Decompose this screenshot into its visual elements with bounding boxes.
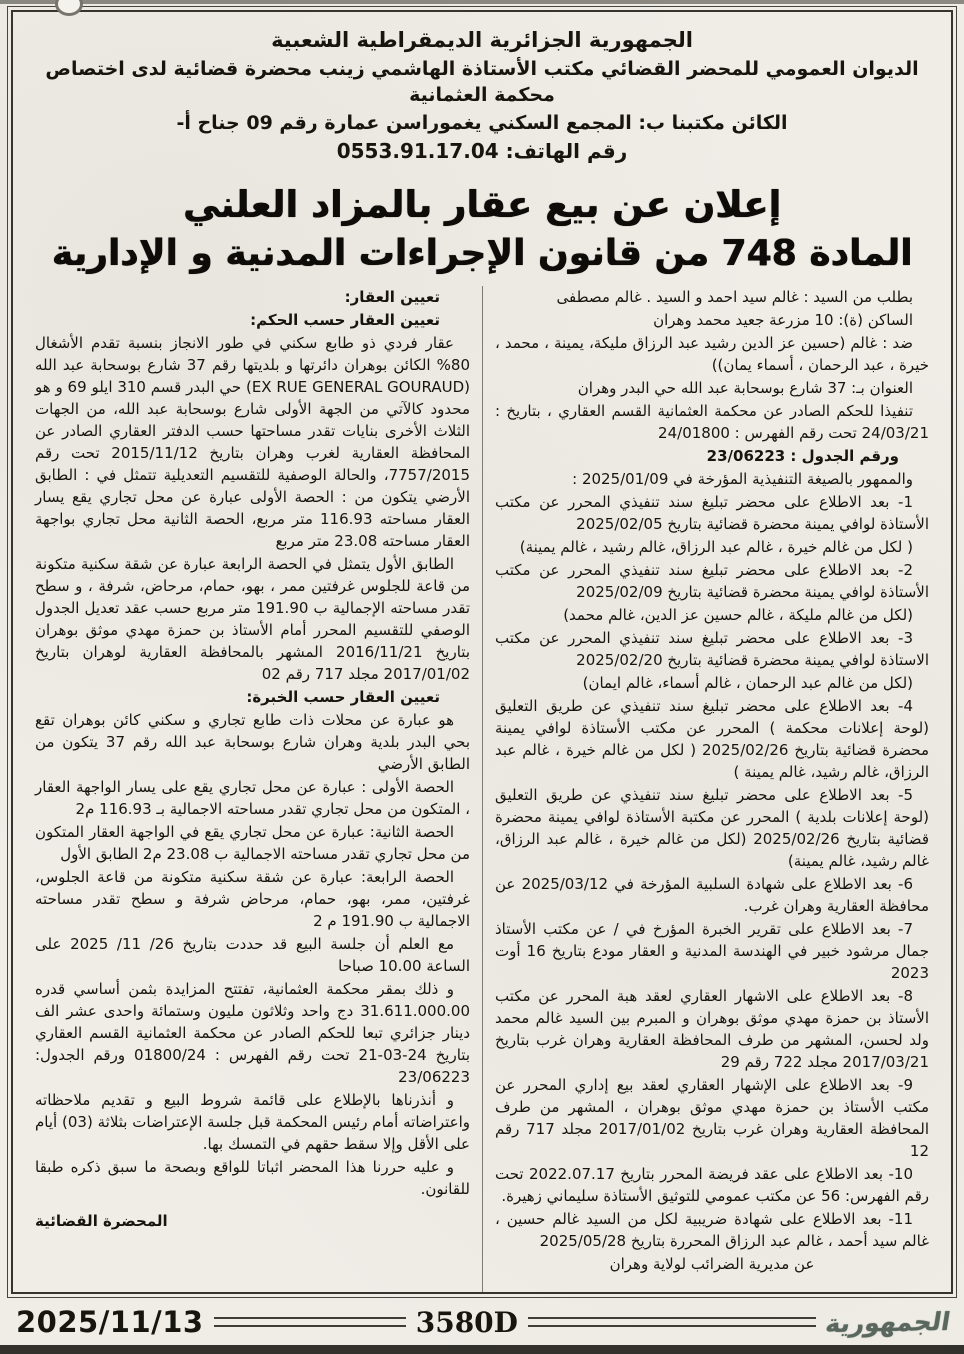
- paragraph: (لكل من غالم مليكة ، غالم حسين عز الدين، غالم محمد): [563, 605, 913, 624]
- paragraph: الطابق الأول يتمثل في الحصة الرابعة عبارة عن شقة سكنية متكونة من قاعة للجلوس غرفتين ممر ، بهو، حمام، مرحاض، شرفة ، و سطح تقدر مساحته الإجمالية ب 191.90 متر مربع حسب عقد تعديل الجدول الوصفي للتقسيم المحرر أمام الأستاذ بن حمزة مهدي موثق بوهران بتاريخ 2016/11/21 المشهر بالمحافظة العقارية لوهران بتاريخ 2017/01/02 مجلد 717 رقم 02: [35, 554, 470, 683]
- paragraph: تعيين العقار حسب الحكم:: [250, 310, 440, 329]
- paragraph: 4- بعد الاطلاع على محضر تبليغ سند تنفيذي عن طريق التعليق (لوحة إعلانات محكمة ) المحرر عن مكتب الأستاذة لوافي يمينة محضرة قضائية بتاريخ 2025/02/26 ( لكل من غالم خيرة ، غالم عبد الرزاق، غالم رشيد، غالم يمينة ): [495, 696, 929, 781]
- header-address-line: الكائن مكتبنا ب: المجمع السكني يغموراسن عمارة رقم 09 جناح أ-: [176, 111, 788, 134]
- paragraph: 2- بعد الاطلاع على محضر تبليغ سند تنفيذي المحرر عن مكتب الأستاذة لوافي يمينة محضرة قضائية بتاريخ 2025/02/09: [495, 560, 929, 601]
- column-left: [27, 286, 482, 1294]
- paragraph: والممهور بالصيغة التنفيذية المؤرخة في 2025/01/09 :: [572, 469, 913, 488]
- paragraph: هو عبارة عن محلات ذات طابع تجاري و سكني كائن بوهران تقع بحي البدر بلدية وهران شارع بوسحابة عبد الله رقم 37 يتكون من الطابق الأرضي: [35, 710, 470, 773]
- paragraph: عقار فردي ذو طابع سكني في طور الانجاز بنسبة تقدم الأشغال 80% الكائن بوهران دائرتها و بلديتها رقم 37 شارع بوسحابة عبد الله (EX RUE GENERAL GOURAUD) حي البدر قسم 310 ايلو 69 و هو محدود كالآتي من الجهة الأولى شارع بوسحابة عبد الله، من الجهات الثلاث الأخرى بنايات تقدر مساحتها حسب الدفتر العقاري الصادر عن المحافظة العقارية لغرب وهران بتاريخ 2015/11/12 تحت رقم 7757/2015، والحالة الوصفية للتقسيم التعديلية تتمثل في : الطابق الأرضي يتكون من : الحصة الأولى عبارة عن محل تجاري يقع يسار العقار مساحته 116.93 متر مربع، الحصة الثانية محل تجاري بواجهة العقار مساحته 23.08 متر مربع: [35, 333, 471, 550]
- paragraph: 5- بعد الاطلاع على محضر تبليغ سند تنفيذي عن طريق التعليق (لوحة إعلانات بلدية ) المحرر عن مكتبة الأستاذة لوافي يمينة محضرة قضائية بتاريخ 2025/02/26 (لكل من غالم خيرة ، غالم عبد الرزاق، غالم رشيد، غالم يمينة): [495, 785, 929, 870]
- scan-edge-artifact: [0, 0, 964, 4]
- paragraph: 9- بعد الاطلاع على الإشهار العقاري لعقد بيع إداري المحرر عن مكتب الأستاذ بن حمزة مهدي موثق بوهران ، المشهر من طرف المحافظة العقارية وهران غرب بتاريخ 2017/01/02 مجلد 717 رقم 12: [495, 1075, 930, 1160]
- paragraph: الحصة الرابعة: عبارة عن شقة سكنية متكونة من قاعة الجلوس، غرفتين، ممر، بهو، حمام، مرحاض شرفة و سطح تقدر مساحته الاجمالية ب 191.90 م 2: [35, 867, 470, 930]
- header-phone-line: رقم الهاتف: 0553.91.17.04: [336, 139, 628, 164]
- inner-border-frame: [11, 10, 953, 1294]
- paragraph: و ذلك بمقر محكمة العثمانية، تفتتح المزايدة بثمن أساسي قدره 31.611.000.00 دج واحد وثلاثون مليون وستمائة واحدى عشر الف دينار جزائري تبعا للحكم الصادر عن محكمة العثمانية القسم العقاري بتاريخ 24-03-21 تحت رقم الفهرس : 01800/24 ورقم الجدول: 23/06223: [35, 979, 470, 1086]
- auction-subtitle: المادة 748 من قانون الإجراءات المدنية و الإدارية: [51, 233, 913, 275]
- paragraph: الحصة الأولى : عبارة عن محل تجاري يقع على يسار الواجهة العقار ، المتكون من محل تجاري تقدر مساحته الاجمالية بـ 116.93 م2: [35, 777, 470, 818]
- paragraph: الحصة الثانية: عبارة عن محل تجاري يقع في الواجهة العقار المتكون من محل تجاري تقدر مساحته الاجمالية ب 23.08 م2 الطابق الأول: [35, 822, 470, 863]
- paragraph: ضد : غالم (حسين عز الدين رشيد عبد الرزاق مليكة، يمينة ، محمد ، خيرة ، عبد الرحمان ، أسماء يمان)): [495, 333, 929, 374]
- paragraph: ورقم الجدول : 23/06223: [706, 446, 899, 465]
- document-header: [27, 26, 937, 165]
- auction-title: إعلان عن بيع عقار بالمزاد العلني: [182, 183, 782, 227]
- footer-divider-rule: [214, 1317, 406, 1327]
- paragraph: تعيين العقار:: [344, 287, 440, 306]
- scan-bottom-bar: [0, 1345, 964, 1354]
- paragraph: 10- بعد الاطلاع على عقد فريضة المحرر بتاريخ 2022.07.17 تحت رقم الفهرس: 56 عن مكتب عمومي للتوثيق الأستاذة سليماني زهيرة.: [495, 1164, 929, 1205]
- paragraph: 11- بعد الاطلاع على شهادة ضريبية لكل من السيد غالم حسين ، غالم سيد أحمد ، غالم عبد الرزاق المحررة بتاريخ 2025/05/28: [495, 1209, 929, 1250]
- newspaper-logo: الجمهورية: [823, 1306, 953, 1338]
- footer-strip: [16, 1304, 953, 1340]
- paragraph: المحضرة القضائية: [35, 1211, 168, 1230]
- paragraph: عن مديرية الضرائب لولاية وهران: [609, 1254, 815, 1273]
- paragraph: (لكل من غالم عبد الرحمان ، غالم أسماء، غالم ايمان): [582, 673, 913, 692]
- publication-date: 2025/11/13: [16, 1305, 204, 1339]
- column-right: [482, 286, 937, 1294]
- paragraph: العنوان بـ: 37 شارع بوسحابة عبد الله حي البدر وهران: [577, 378, 913, 397]
- paragraph: و عليه حررنا هذا المحضر اثباتا للواقع وبصحة ما سبق ذكره طبقا للقانون.: [35, 1157, 470, 1198]
- document-body: [27, 286, 937, 1294]
- paragraph: 3- بعد الاطلاع على محضر تبليغ سند تنفيذي المحرر عن مكتب الاستاذة لوافي يمينة محضرة قضائية بتاريخ 2025/02/20: [495, 628, 929, 669]
- notice-code: 3580D: [415, 1305, 518, 1339]
- paragraph: 6- بعد الاطلاع على شهادة السلبية المؤرخة في 2025/03/12 عن محافظة العقارية وهران غرب.: [495, 874, 929, 915]
- paragraph: 1- بعد الاطلاع على محضر تبليغ سند تنفيذي المحرر عن مكتب الأستاذة لوافي يمينة محضرة قضائية بتاريخ 2025/02/05: [495, 492, 929, 533]
- auction-title-block: [27, 181, 937, 277]
- header-office-line: الديوان العمومي للمحضر القضائي مكتب الأستاذة الهاشمي زينب محضرة قضائية لدى اختصاص محكمة العثمانية: [45, 58, 919, 106]
- paragraph: الساكن (ة): 10 مزرعة جعيد محمد وهران: [653, 310, 913, 329]
- paragraph: 8- بعد الاطلاع على الاشهار العقاري لعقد هبة المحرر عن مكتب الأستاذ بن حمزة مهدي موثق بوهران و المبرم بين السيد غالم محمد ولد لحسن، المشهر من طرف المحافظة العقارية وهران غرب بتاريخ 2017/03/21 مجلد 722 رقم 29: [495, 986, 929, 1071]
- paragraph: 7- بعد الاطلاع على تقرير الخبرة المؤرخ في / عن مكتب الأستاذ جمال مرشود خبير في الهندسة المدنية و العقار مودع بتاريخ 16 أوت 2023: [495, 919, 929, 982]
- header-republic-line: الجمهورية الجزائرية الديمقراطية الشعبية: [271, 28, 693, 52]
- paragraph: بطلب من السيد : غالم سيد احمد و السيد . غالم مصطفى: [556, 287, 913, 306]
- outer-border-frame: [7, 6, 957, 1298]
- paragraph: ( لكل من غالم خيرة ، غالم عبد الرزاق، غالم رشيد ، غالم يمينة): [519, 537, 913, 556]
- paragraph: تنفيذا للحكم الصادر عن محكمة العثمانية القسم العقاري ، بتاريخ : 24/03/21 تحت رقم الفهرس : 24/01800: [495, 401, 929, 442]
- paragraph: و أنذرناها بالإطلاع على قائمة شروط البيع و تقديم ملاحظاته واعتراضاته أمام رئيس المحكمة قبل جلسة الإعتراضات بثلاثة (03) أيام على الأقل وإلا سقط حقهم في التمسك بها.: [35, 1090, 470, 1153]
- paragraph: تعيين العقار حسب الخبرة:: [246, 687, 440, 706]
- paragraph: مع العلم أن جلسة البيع قد حددت بتاريخ 26/ 11/ 2025 على الساعة 10.00 صباحا: [35, 934, 470, 975]
- footer-divider-rule: [528, 1317, 816, 1327]
